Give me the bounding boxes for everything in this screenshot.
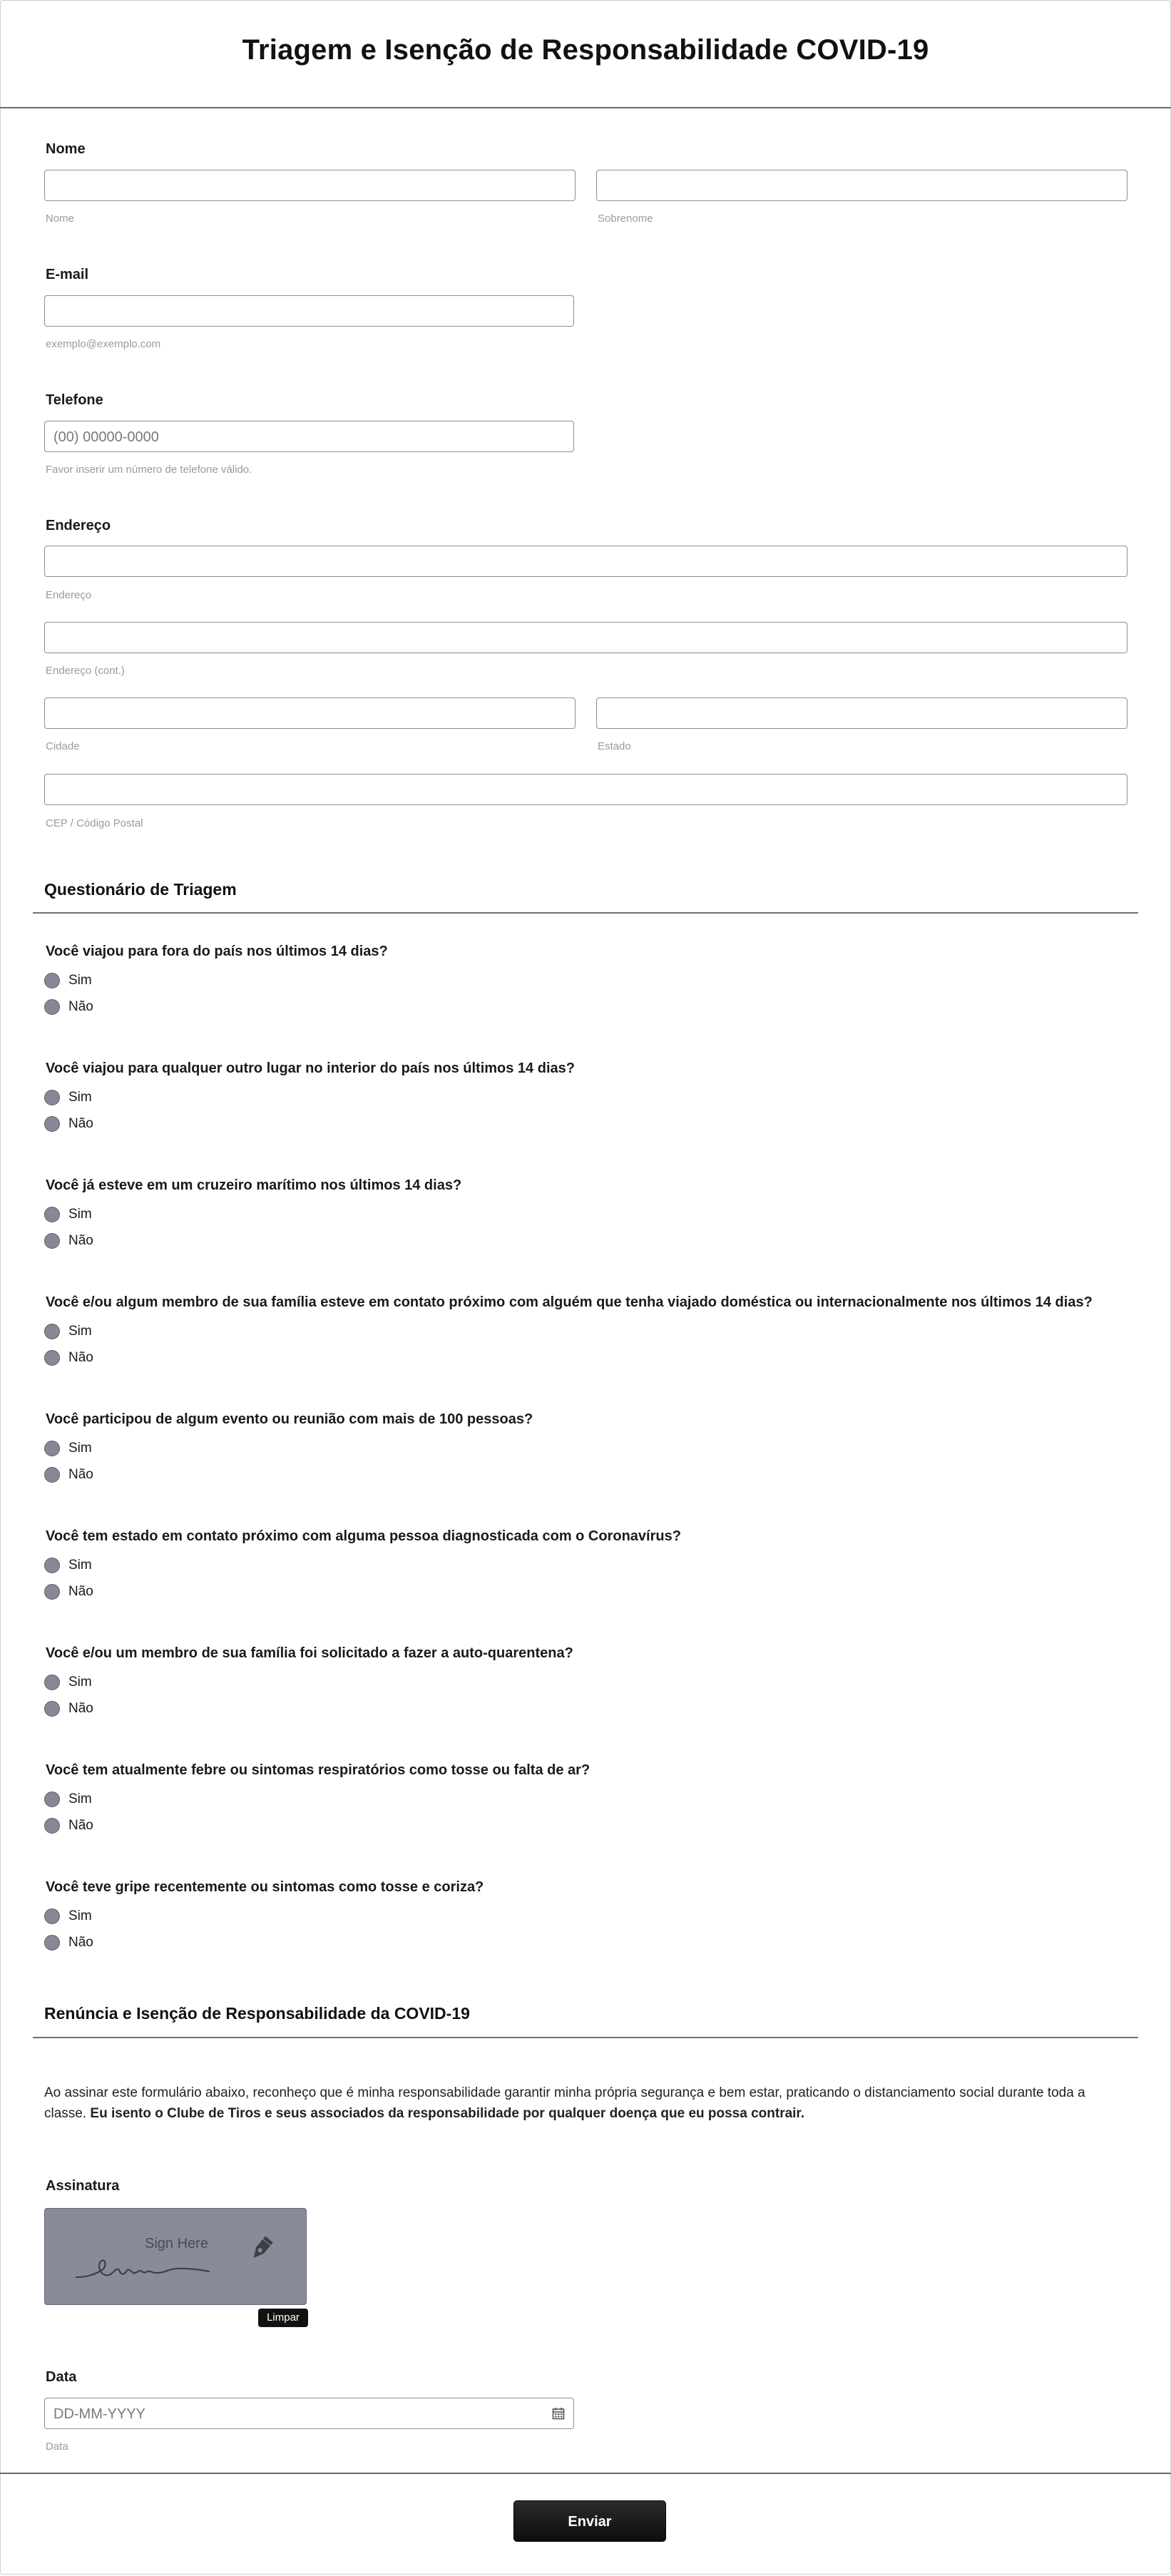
signature-scribble-icon bbox=[73, 2250, 230, 2286]
screening-question-8: Você tem atualmente febre ou sintomas respiratórios como tosse ou falta de ar? bbox=[46, 1762, 590, 1778]
radio-button[interactable] bbox=[44, 1324, 60, 1339]
screening-question-7: Você e/ou um membro de sua família foi solicitado a fazer a auto-quarentena? bbox=[46, 1645, 573, 1661]
screening-q4-option-sim[interactable] bbox=[44, 1323, 92, 1340]
signature-pad[interactable] bbox=[44, 2208, 307, 2305]
city-input[interactable] bbox=[44, 697, 576, 729]
radio-label: Sim bbox=[68, 1207, 92, 1222]
radio-label: Não bbox=[68, 1233, 93, 1248]
address-label: Endereço bbox=[46, 518, 111, 533]
waiver-text bbox=[44, 2082, 1128, 2124]
radio-label: Não bbox=[68, 1350, 93, 1365]
radio-button[interactable] bbox=[44, 1116, 60, 1132]
radio-label: Sim bbox=[68, 1441, 92, 1456]
screening-q5-option-nao[interactable] bbox=[44, 1466, 93, 1483]
screening-q8-option-sim[interactable] bbox=[44, 1791, 92, 1808]
screening-section-title: Questionário de Triagem bbox=[44, 880, 237, 899]
screening-q4-option-nao[interactable] bbox=[44, 1349, 93, 1366]
radio-label: Não bbox=[68, 1818, 93, 1833]
screening-question-4: Você e/ou algum membro de sua família esteve em contato próximo com alguém que tenha viajado doméstica ou internacionalmente nos últimos 14 dias? bbox=[46, 1294, 1093, 1310]
email-label: E-mail bbox=[46, 267, 89, 282]
screening-question-1: Você viajou para fora do país nos últimos 14 dias? bbox=[46, 944, 388, 959]
screening-question-3: Você já esteve em um cruzeiro marítimo nos últimos 14 dias? bbox=[46, 1177, 462, 1193]
phone-placeholder: (00) 00000-0000 bbox=[53, 429, 159, 445]
radio-label: Não bbox=[68, 999, 93, 1014]
waiver-section-title: Renúncia e Isenção de Responsabilidade da COVID-19 bbox=[44, 2004, 470, 2023]
radio-button[interactable] bbox=[44, 1467, 60, 1483]
radio-button[interactable] bbox=[44, 1584, 60, 1600]
radio-button[interactable] bbox=[44, 1558, 60, 1573]
radio-label: Sim bbox=[68, 1324, 92, 1339]
screening-q2-option-nao[interactable] bbox=[44, 1115, 93, 1133]
submit-button[interactable]: Enviar bbox=[513, 2500, 666, 2542]
radio-label: Sim bbox=[68, 1792, 92, 1806]
first-name-sublabel: Nome bbox=[46, 213, 75, 225]
radio-button[interactable] bbox=[44, 1701, 60, 1717]
state-sublabel: Estado bbox=[598, 740, 631, 752]
waiver-text-regular: Ao assinar este formulário abaixo, reconheço que é minha responsabilidade garantir minha própria segurança e bem estar, praticando o distanciamento social durante toda a classe. bbox=[44, 2085, 1085, 2121]
radio-button[interactable] bbox=[44, 1350, 60, 1366]
radio-label: Não bbox=[68, 1116, 93, 1131]
state-input[interactable] bbox=[596, 697, 1127, 729]
radio-label: Não bbox=[68, 1467, 93, 1482]
screening-question-2: Você viajou para qualquer outro lugar no interior do país nos últimos 14 dias? bbox=[46, 1060, 575, 1076]
radio-button[interactable] bbox=[44, 1441, 60, 1456]
screening-question-6: Você tem estado em contato próximo com alguma pessoa diagnosticada com o Coronavírus? bbox=[46, 1528, 681, 1544]
screening-divider bbox=[33, 912, 1138, 914]
screening-q3-option-nao[interactable] bbox=[44, 1232, 93, 1249]
screening-question-9: Você teve gripe recentemente ou sintomas como tosse e coriza? bbox=[46, 1879, 484, 1895]
radio-label: Não bbox=[68, 1701, 93, 1716]
screening-q2-option-sim[interactable] bbox=[44, 1089, 92, 1106]
waiver-text-bold: Eu isento o Clube de Tiros e seus associados da responsabilidade por qualquer doença que eu possa contrair. bbox=[90, 2106, 805, 2121]
radio-label: Sim bbox=[68, 973, 92, 988]
screening-q1-option-sim[interactable] bbox=[44, 972, 92, 989]
radio-label: Não bbox=[68, 1584, 93, 1599]
radio-label: Não bbox=[68, 1935, 93, 1950]
radio-button[interactable] bbox=[44, 1675, 60, 1690]
city-sublabel: Cidade bbox=[46, 740, 80, 752]
radio-label: Sim bbox=[68, 1675, 92, 1690]
screening-q9-option-nao[interactable] bbox=[44, 1934, 93, 1951]
address-line1-input[interactable] bbox=[44, 546, 1127, 577]
calendar-icon[interactable] bbox=[552, 2407, 565, 2420]
radio-button[interactable] bbox=[44, 1818, 60, 1834]
page-title: Triagem e Isenção de Responsabilidade COVID-19 bbox=[242, 34, 929, 66]
radio-button[interactable] bbox=[44, 973, 60, 988]
phone-input[interactable] bbox=[44, 421, 574, 452]
date-input[interactable] bbox=[44, 2398, 574, 2429]
radio-label: Sim bbox=[68, 1558, 92, 1573]
email-input[interactable] bbox=[44, 295, 574, 327]
screening-q1-option-nao[interactable] bbox=[44, 998, 93, 1016]
date-sublabel: Data bbox=[46, 2440, 68, 2453]
address-line2-sublabel: Endereço (cont.) bbox=[46, 665, 125, 677]
date-label: Data bbox=[46, 2369, 77, 2385]
date-placeholder: DD-MM-YYYY bbox=[53, 2406, 145, 2422]
radio-button[interactable] bbox=[44, 1935, 60, 1951]
form-header bbox=[0, 0, 1171, 108]
last-name-input[interactable] bbox=[596, 170, 1127, 201]
radio-button[interactable] bbox=[44, 999, 60, 1015]
radio-button[interactable] bbox=[44, 1908, 60, 1924]
screening-q7-option-sim[interactable] bbox=[44, 1674, 92, 1691]
name-label: Nome bbox=[46, 141, 86, 157]
radio-button[interactable] bbox=[44, 1207, 60, 1222]
radio-button[interactable] bbox=[44, 1792, 60, 1807]
zip-sublabel: CEP / Código Postal bbox=[46, 817, 143, 829]
screening-q8-option-nao[interactable] bbox=[44, 1817, 93, 1834]
screening-q7-option-nao[interactable] bbox=[44, 1700, 93, 1717]
radio-button[interactable] bbox=[44, 1090, 60, 1105]
first-name-input[interactable] bbox=[44, 170, 576, 201]
screening-q6-option-sim[interactable] bbox=[44, 1557, 92, 1574]
screening-q5-option-sim[interactable] bbox=[44, 1440, 92, 1457]
radio-button[interactable] bbox=[44, 1233, 60, 1249]
screening-q6-option-nao[interactable] bbox=[44, 1583, 93, 1600]
signature-placeholder: Sign Here bbox=[145, 2236, 208, 2252]
email-sublabel: exemplo@exemplo.com bbox=[46, 338, 161, 350]
screening-q3-option-sim[interactable] bbox=[44, 1206, 92, 1223]
phone-label: Telefone bbox=[46, 392, 103, 408]
clear-signature-button[interactable]: Limpar bbox=[258, 2309, 308, 2327]
phone-sublabel: Favor inserir um número de telefone válido. bbox=[46, 464, 252, 476]
zip-input[interactable] bbox=[44, 774, 1127, 805]
screening-question-5: Você participou de algum evento ou reunião com mais de 100 pessoas? bbox=[46, 1411, 533, 1427]
radio-label: Sim bbox=[68, 1908, 92, 1923]
address-line1-sublabel: Endereço bbox=[46, 589, 92, 601]
last-name-sublabel: Sobrenome bbox=[598, 213, 653, 225]
pen-icon bbox=[243, 2234, 276, 2267]
waiver-divider bbox=[33, 2037, 1138, 2038]
screening-q9-option-sim[interactable] bbox=[44, 1908, 92, 1925]
radio-label: Sim bbox=[68, 1090, 92, 1105]
address-line2-input[interactable] bbox=[44, 622, 1127, 653]
signature-label: Assinatura bbox=[46, 2178, 120, 2194]
